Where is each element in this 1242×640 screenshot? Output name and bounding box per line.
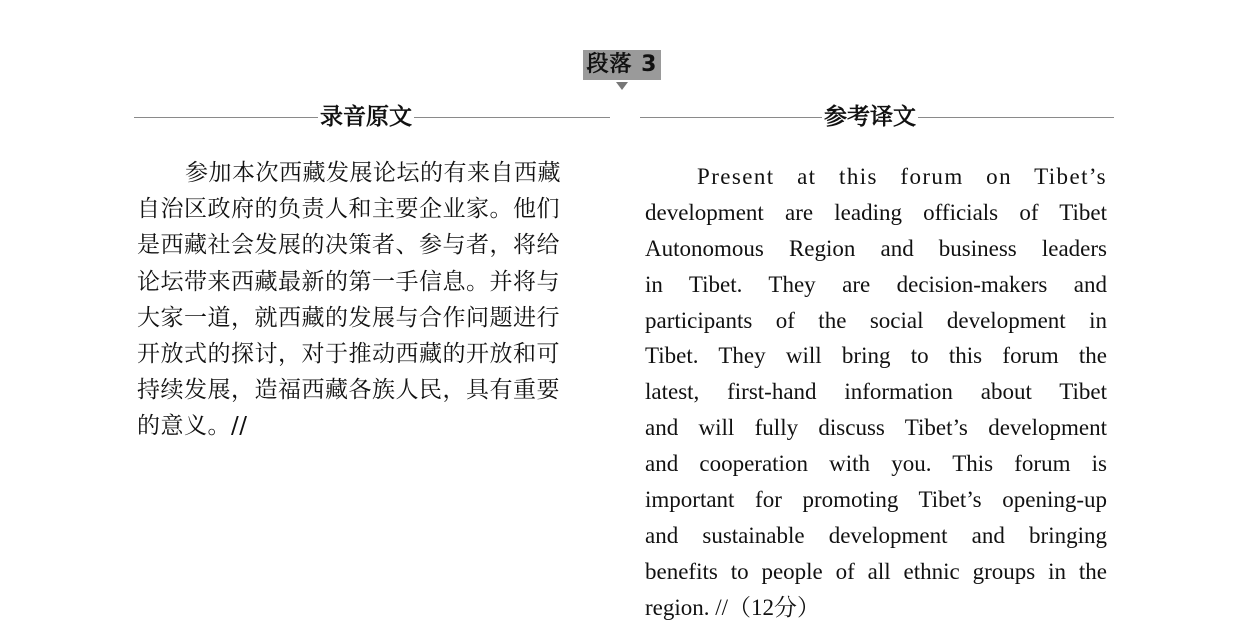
chinese-line: 论坛带来西藏最新的第一手信息。并将与 — [137, 268, 560, 295]
english-line: latest, first-hand information about Tibet — [645, 379, 1107, 405]
english-line: and cooperation with you. This forum is — [645, 451, 1107, 477]
section-badge: 段落 3 — [583, 50, 661, 80]
chinese-line: 开放式的探讨，对于推动西藏的开放和可 — [137, 340, 560, 367]
right-header-label: 参考译文 — [824, 104, 916, 130]
english-translation — [645, 159, 1107, 626]
english-line: in Tibet. They are decision-makers and — [645, 271, 1107, 297]
chinese-line: 持续发展，造福西藏各族人民，具有重要 — [137, 377, 560, 404]
english-line: region. //（12分） — [645, 594, 821, 620]
chinese-line: 的意义。// — [137, 413, 248, 440]
english-line: and sustainable development and bringing — [645, 522, 1107, 548]
english-line: Present at this forum on Tibet’s — [697, 164, 1107, 189]
english-line: benefits to people of all ethnic groups in the — [645, 558, 1107, 584]
english-line: important for promoting Tibet’s opening-up — [645, 487, 1107, 513]
left-header-label: 录音原文 — [320, 104, 412, 130]
left-column-header — [134, 102, 610, 134]
chinese-line: 自治区政府的负责人和主要企业家。他们 — [137, 196, 560, 223]
english-line: Autonomous Region and business leaders — [645, 235, 1107, 261]
english-line: and will fully discuss Tibet’s development — [645, 415, 1107, 441]
english-line: development are leading officials of Tibet — [645, 199, 1107, 225]
chinese-transcript — [137, 155, 612, 445]
english-line: Tibet. They will bring to this forum the — [645, 343, 1107, 369]
chinese-line: 参加本次西藏发展论坛的有来自西藏 — [185, 160, 561, 186]
chinese-line: 大家一道，就西藏的发展与合作问题进行 — [137, 304, 560, 331]
english-line: participants of the social development in — [645, 307, 1107, 333]
right-column-header — [640, 102, 1114, 134]
badge-arrow-icon — [616, 82, 628, 90]
chinese-line: 是西藏社会发展的决策者、参与者，将给 — [137, 232, 560, 259]
